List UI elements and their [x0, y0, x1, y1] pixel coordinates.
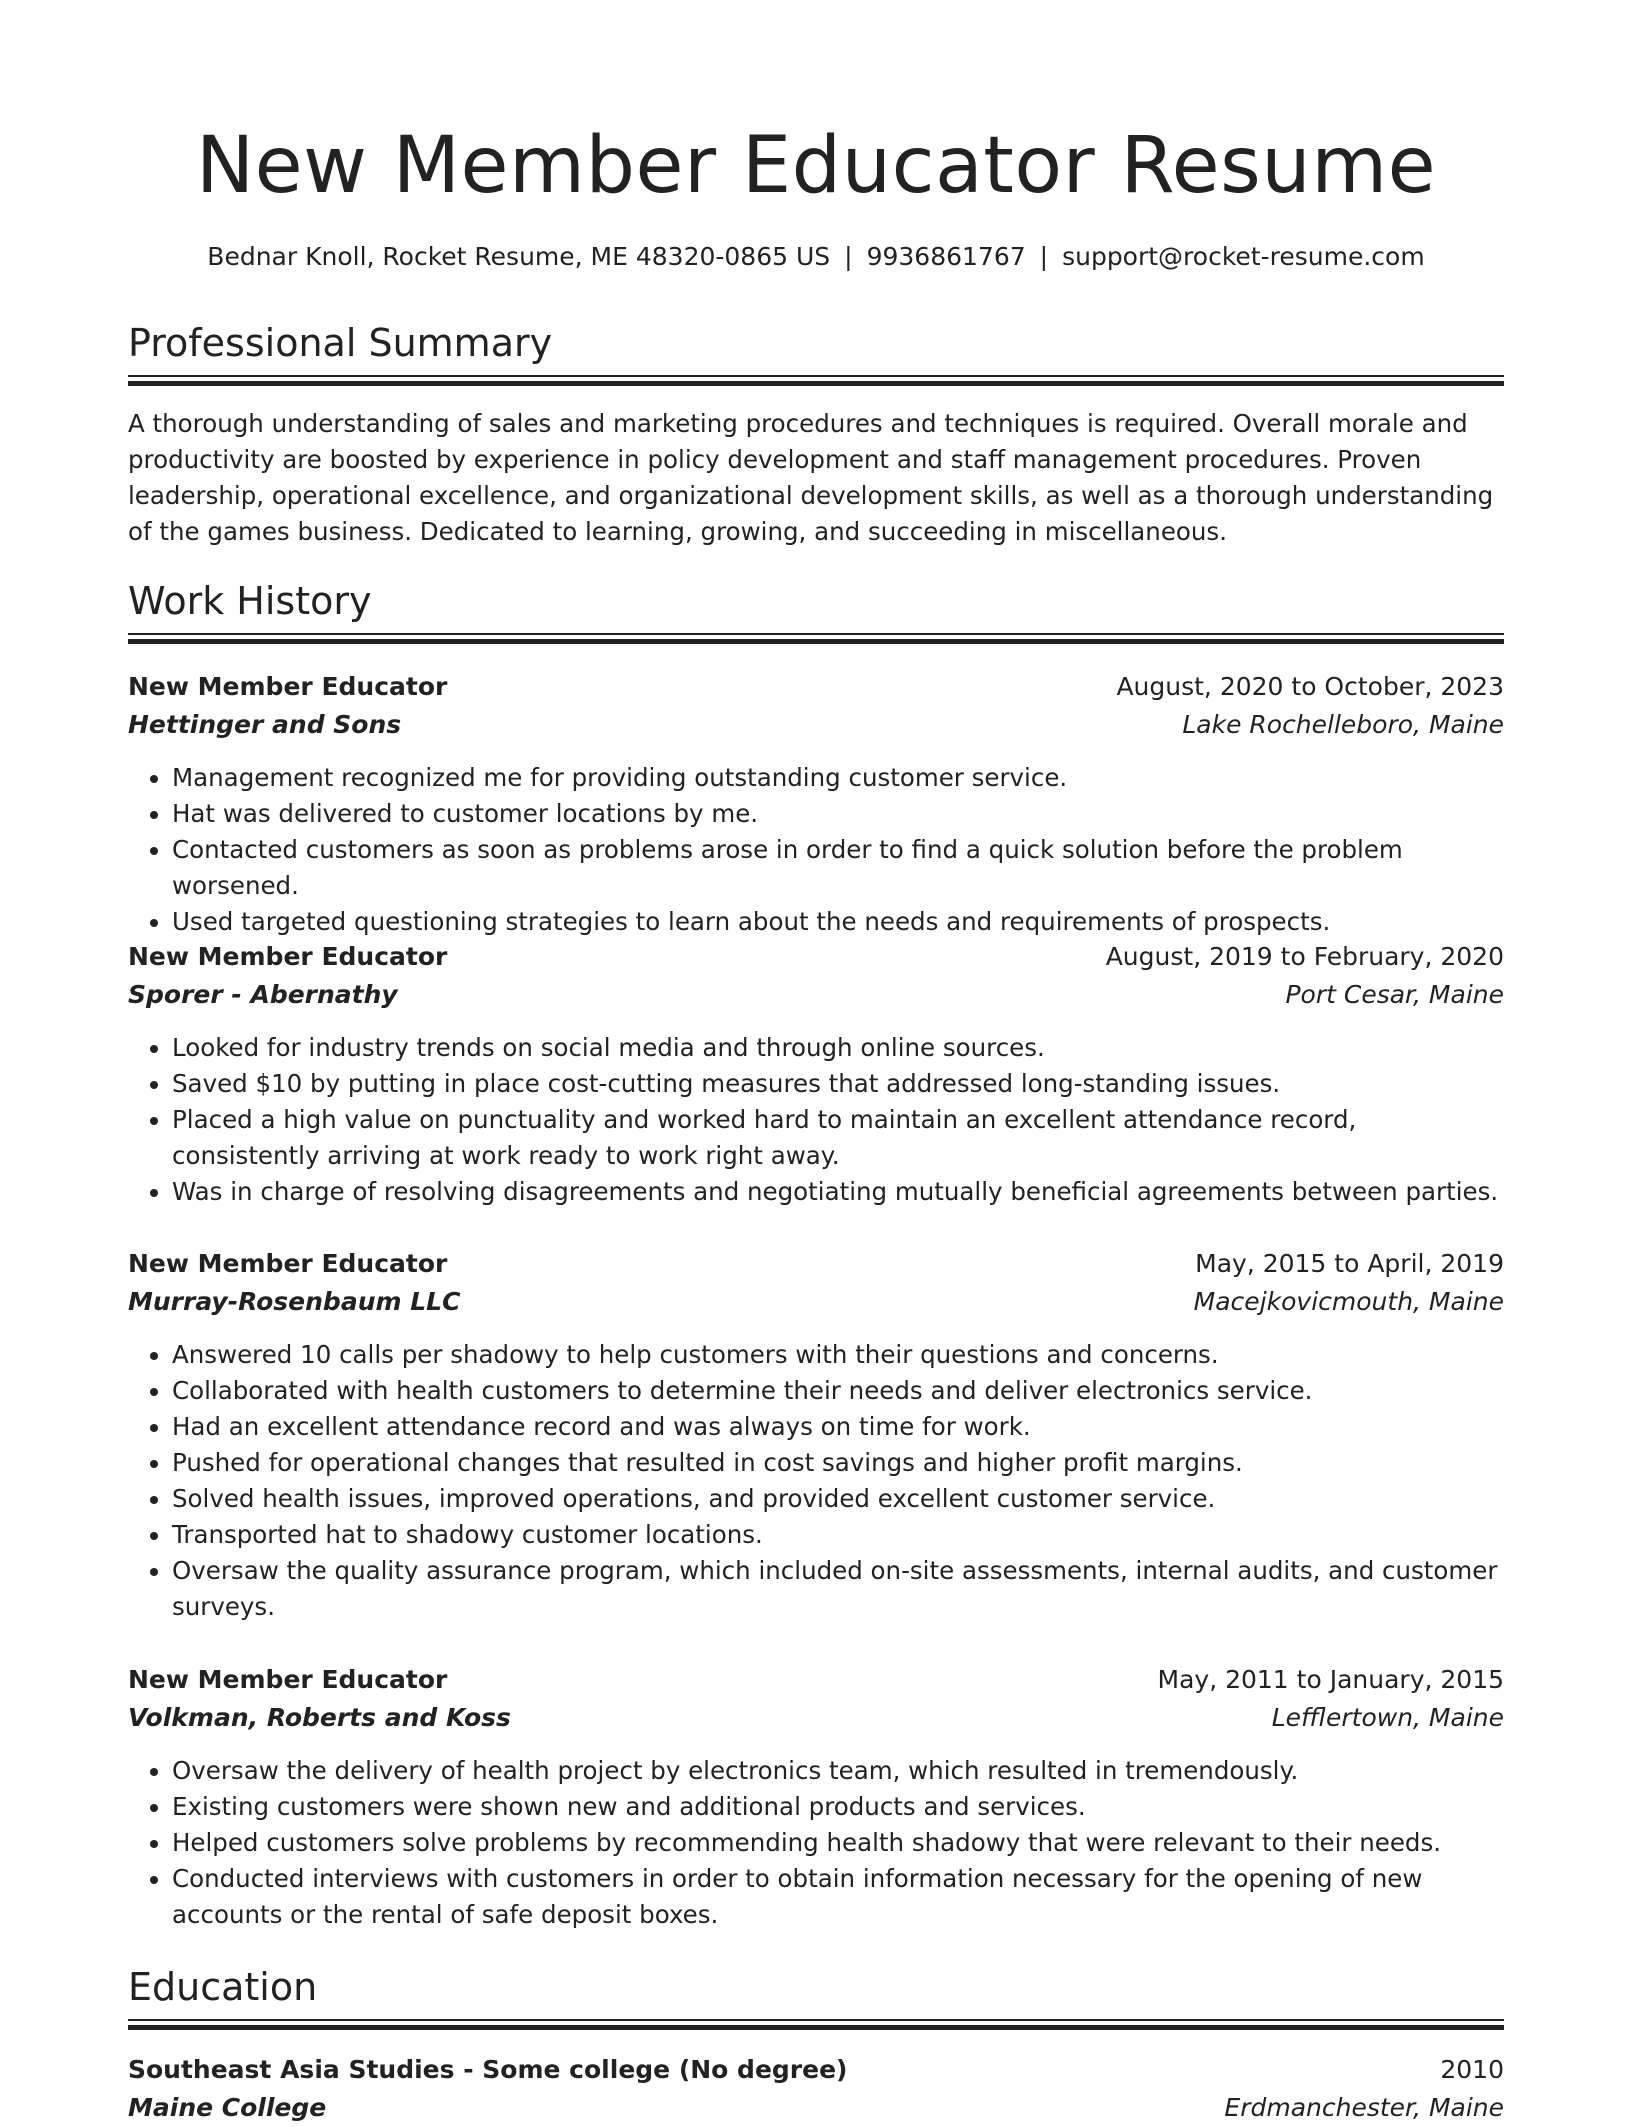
job-bullet: • Solved health issues, improved operations, and provided excellent customer service.	[172, 1481, 1504, 1517]
job-dates: May, 2015 to April, 2019	[1195, 1249, 1504, 1278]
education-degree: Southeast Asia Studies - Some college (No degree)	[128, 2055, 848, 2084]
job-bullet: • Collaborated with health customers to determine their needs and deliver electronics service.	[172, 1373, 1504, 1409]
contact-line	[128, 240, 1504, 274]
job-bullet: • Conducted interviews with customers in order to obtain information necessary for the opening of new accounts or the rental of safe deposit boxes.	[172, 1861, 1504, 1933]
job-bullet: • Looked for industry trends on social media and through online sources.	[172, 1030, 1504, 1066]
job-company: Murray-Rosenbaum LLC	[128, 1287, 461, 1316]
contact-email: support@rocket-resume.com	[1062, 242, 1425, 271]
job-bullet: • Placed a high value on punctuality and worked hard to maintain an excellent attendance record, consistently arriving at work ready to work right away.	[172, 1102, 1504, 1174]
job-location: Lake Rochelleboro, Maine	[1182, 710, 1504, 739]
job-bullet: • Saved $10 by putting in place cost-cutting measures that addressed long-standing issues.	[172, 1066, 1504, 1102]
work-history-divider	[128, 633, 1504, 643]
job-company: Volkman, Roberts and Koss	[128, 1703, 511, 1732]
job-title: New Member Educator	[128, 672, 448, 701]
job-dates: August, 2020 to October, 2023	[1116, 672, 1504, 701]
summary-heading: Professional Summary	[128, 321, 553, 365]
work-history-heading: Work History	[128, 579, 372, 623]
job-company: Sporer - Abernathy	[128, 980, 398, 1009]
job-bullet: • Oversaw the delivery of health project by electronics team, which resulted in tremendously.	[172, 1753, 1504, 1789]
contact-phone: 9936861767	[866, 242, 1026, 271]
job-bullet: • Existing customers were shown new and additional products and services.	[172, 1789, 1504, 1825]
contact-separator: |	[1039, 242, 1049, 271]
job-bullet: • Was in charge of resolving disagreements and negotiating mutually beneficial agreements between parties.	[172, 1174, 1504, 1210]
job-bullets	[128, 1753, 1504, 1933]
job-bullets	[128, 1337, 1504, 1625]
job-entry	[128, 1661, 1504, 1933]
job-bullet: • Answered 10 calls per shadowy to help customers with their questions and concerns.	[172, 1337, 1504, 1373]
job-location: Port Cesar, Maine	[1285, 980, 1504, 1009]
job-company: Hettinger and Sons	[128, 710, 402, 739]
job-bullet: • Hat was delivered to customer locations by me.	[172, 796, 1504, 832]
job-bullet: • Had an excellent attendance record and was always on time for work.	[172, 1409, 1504, 1445]
job-location: Lefflertown, Maine	[1271, 1703, 1504, 1732]
education-entry	[128, 2051, 1504, 2127]
education-divider	[128, 2019, 1504, 2029]
job-title: New Member Educator	[128, 942, 448, 971]
job-location: Macejkovicmouth, Maine	[1193, 1287, 1504, 1316]
contact-address: Bednar Knoll, Rocket Resume, ME 48320-0865 US	[207, 242, 831, 271]
job-bullets	[128, 1030, 1504, 1210]
education-heading: Education	[128, 1965, 318, 2009]
job-title: New Member Educator	[128, 1665, 448, 1694]
job-bullet: • Helped customers solve problems by recommending health shadowy that were relevant to their needs.	[172, 1825, 1504, 1861]
job-entry	[128, 938, 1504, 1210]
job-bullet: • Used targeted questioning strategies to learn about the needs and requirements of prospects.	[172, 904, 1504, 940]
summary-divider	[128, 375, 1504, 385]
job-bullet: • Pushed for operational changes that resulted in cost savings and higher profit margins.	[172, 1445, 1504, 1481]
job-dates: May, 2011 to January, 2015	[1157, 1665, 1504, 1694]
education-location: Erdmanchester, Maine	[1224, 2093, 1504, 2122]
resume-title: New Member Educator Resume	[195, 121, 1437, 211]
job-entry	[128, 1245, 1504, 1625]
education-school: Maine College	[128, 2093, 327, 2122]
job-bullets	[128, 760, 1504, 940]
contact-separator: |	[844, 242, 853, 271]
job-title: New Member Educator	[128, 1249, 448, 1278]
summary-text: A thorough understanding of sales and marketing procedures and techniques is required. Overall morale and productivity are boosted by experience in policy development and staff management procedures. Proven leadership, operational excellence, and organizational development skills, as well as a thorough understanding of the games business. Dedicated to learning, growing, and succeeding in miscellaneous.	[128, 409, 1494, 546]
job-entry	[128, 668, 1504, 940]
job-bullet: • Contacted customers as soon as problems arose in order to find a quick solution before the problem worsened.	[172, 832, 1504, 904]
job-bullet: • Transported hat to shadowy customer locations.	[172, 1517, 1504, 1553]
job-bullet: • Management recognized me for providing outstanding customer service.	[172, 760, 1504, 796]
education-year: 2010	[1440, 2055, 1504, 2084]
job-bullet: • Oversaw the quality assurance program, which included on-site assessments, internal audits, and customer surveys.	[172, 1553, 1504, 1625]
job-dates: August, 2019 to February, 2020	[1105, 942, 1504, 971]
